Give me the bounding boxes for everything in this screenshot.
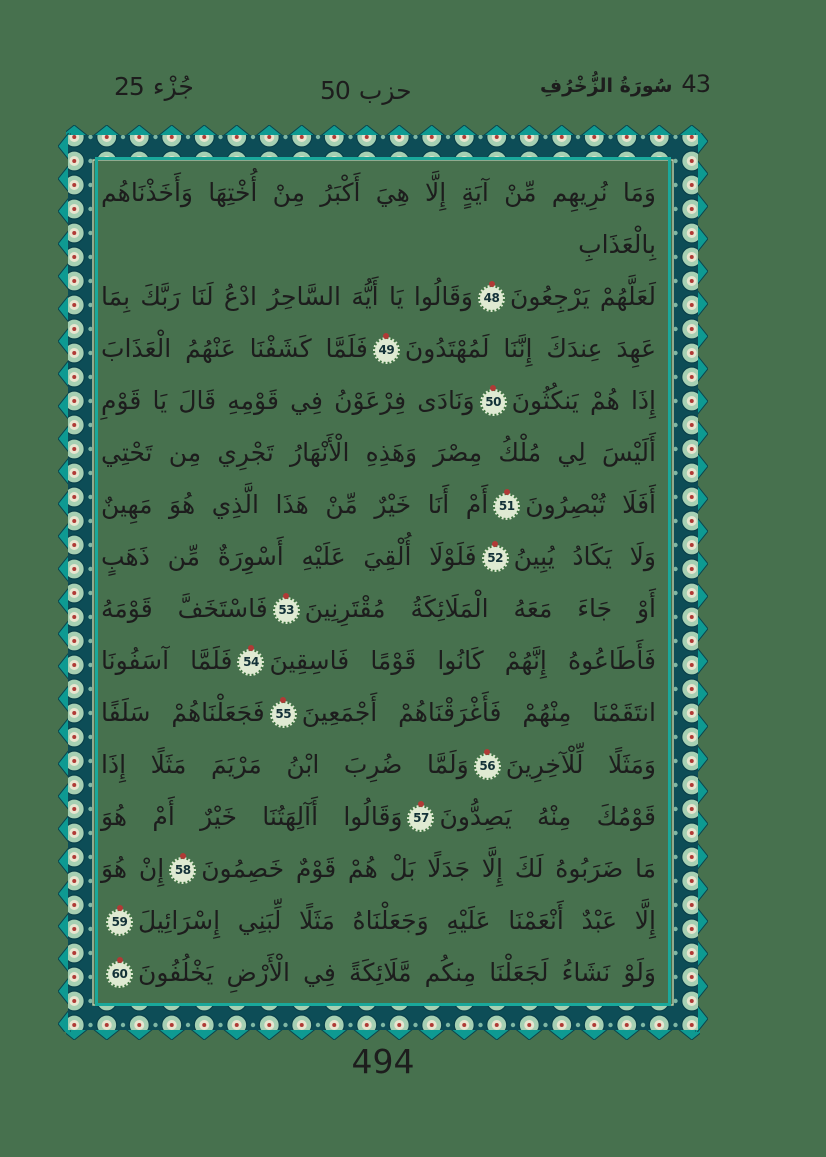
surah-title: سُورَةُ الزُّخْرُفِ bbox=[540, 75, 673, 97]
page-number: 494 bbox=[351, 1042, 415, 1081]
quran-line bbox=[101, 843, 656, 895]
verse-end-medallion bbox=[237, 649, 264, 676]
quran-line bbox=[101, 947, 656, 999]
surah-number: 43 bbox=[681, 70, 710, 98]
ayah-text: وَمَا نُرِيهِم مِّنْ آيَةٍ إِلَّا هِيَ أَكْبَرُ مِنْ أُخْتِهَا وَأَخَذْنَاهُم بِالْعَذَابِ bbox=[101, 178, 656, 259]
ayah-text: أَفَلَا تُبْصِرُونَ bbox=[525, 490, 656, 519]
verse-end-medallion bbox=[407, 805, 434, 832]
medallion-ornament-dot bbox=[484, 749, 490, 755]
verse-end-medallion bbox=[273, 597, 300, 624]
verse-end-medallion bbox=[106, 909, 133, 936]
juz-indicator bbox=[114, 72, 194, 101]
ayah-text: وَلَمَّا ضُرِبَ ابْنُ مَرْيَمَ مَثَلًا إِذَا bbox=[101, 750, 469, 779]
verse-end-medallion bbox=[474, 753, 501, 780]
ayah-text: فَأَطَاعُوهُ إِنَّهُمْ كَانُوا قَوْمًا فَاسِقِينَ bbox=[269, 646, 656, 675]
quran-line bbox=[101, 687, 656, 739]
quran-line bbox=[101, 739, 656, 791]
verse-end-medallion bbox=[493, 493, 520, 520]
quran-line bbox=[101, 895, 656, 947]
medallion-ornament-dot bbox=[180, 853, 186, 859]
quran-line bbox=[101, 427, 656, 479]
verse-end-medallion bbox=[480, 389, 507, 416]
medallion-ornament-dot bbox=[248, 645, 254, 651]
verse-end-medallion bbox=[106, 961, 133, 988]
quran-line bbox=[101, 323, 656, 375]
verse-end-medallion bbox=[373, 337, 400, 364]
verse-number: 53 bbox=[278, 603, 295, 617]
medallion-ornament-dot bbox=[418, 801, 424, 807]
quran-line bbox=[101, 271, 656, 323]
border-band-bottom bbox=[68, 1006, 698, 1030]
border-band-left bbox=[68, 135, 92, 1030]
ayah-text: فَلَوْلَا أُلْقِيَ عَلَيْهِ أَسْوِرَةٌ مِّن ذَهَبٍ bbox=[101, 542, 477, 571]
ayah-text: انتَقَمْنَا مِنْهُمْ فَأَغْرَقْنَاهُمْ أَجْمَعِينَ bbox=[301, 698, 656, 727]
border-band-top bbox=[68, 135, 698, 159]
ayah-text: فَجَعَلْنَاهُمْ سَلَفًا bbox=[101, 698, 265, 727]
ayah-text: أَمْ أَنَا خَيْرٌ مِّنْ هَذَا الَّذِي هُوَ مَهِينٌ bbox=[101, 490, 489, 519]
verse-number: 57 bbox=[413, 811, 429, 825]
quran-line bbox=[101, 479, 656, 531]
medallion-ornament-dot bbox=[490, 385, 496, 391]
verse-number: 58 bbox=[174, 863, 191, 877]
medallion-ornament-dot bbox=[492, 541, 498, 547]
verse-number: 59 bbox=[111, 915, 128, 929]
verse-number: 55 bbox=[275, 707, 292, 721]
border-band-right bbox=[674, 135, 698, 1030]
ayah-text: وَلَا يَكَادُ يُبِينُ bbox=[513, 542, 656, 571]
quran-line bbox=[101, 583, 656, 635]
verse-number: 48 bbox=[483, 291, 500, 305]
verse-number: 51 bbox=[498, 499, 515, 513]
quran-text-block bbox=[101, 167, 656, 997]
verse-number: 56 bbox=[479, 759, 496, 773]
verse-end-medallion bbox=[478, 285, 505, 312]
verse-end-medallion bbox=[270, 701, 297, 728]
ayah-text: فَلَمَّا كَشَفْنَا عَنْهُمُ الْعَذَابَ bbox=[101, 334, 368, 363]
medallion-ornament-dot bbox=[283, 593, 289, 599]
ayah-text: إِلَّا عَبْدٌ أَنْعَمْنَا عَلَيْهِ وَجَعَلْنَاهُ مَثَلًا لِّبَنِي إِسْرَائِيلَ bbox=[138, 906, 656, 935]
juz-number: 25 bbox=[114, 72, 144, 101]
hizb-label: حزب bbox=[358, 76, 412, 105]
medallion-ornament-dot bbox=[489, 281, 495, 287]
quran-line bbox=[101, 635, 656, 687]
quran-line bbox=[101, 375, 656, 427]
medallion-ornament-dot bbox=[383, 333, 389, 339]
ayah-text: إِذَا هُمْ يَنكُثُونَ bbox=[511, 386, 656, 415]
verse-end-medallion bbox=[169, 857, 196, 884]
ayah-text: أَوْ جَاءَ مَعَهُ الْمَلَائِكَةُ مُقْتَرِنِينَ bbox=[304, 594, 657, 623]
ayah-text: فَاسْتَخَفَّ قَوْمَهُ bbox=[101, 594, 268, 623]
verse-number: 60 bbox=[111, 967, 128, 981]
verse-number: 49 bbox=[378, 343, 395, 357]
quran-line bbox=[101, 791, 656, 843]
ayah-text: عَهِدَ عِندَكَ إِنَّنَا لَمُهْتَدُونَ bbox=[404, 334, 656, 363]
hizb-indicator bbox=[320, 76, 412, 105]
ayah-text: قَوْمُكَ مِنْهُ يَصِدُّونَ bbox=[439, 802, 656, 831]
hizb-number: 50 bbox=[320, 76, 350, 105]
ayah-text: لَعَلَّهُمْ يَرْجِعُونَ bbox=[510, 282, 656, 311]
verse-end-medallion bbox=[482, 545, 509, 572]
ayah-text: وَقَالُوا يَا أَيُّهَ السَّاحِرُ ادْعُ لَنَا رَبَّكَ بِمَا bbox=[101, 282, 473, 311]
ayah-text: فَلَمَّا آسَفُونَا bbox=[101, 646, 233, 675]
ayah-text: وَنَادَى فِرْعَوْنُ فِي قَوْمِهِ قَالَ يَا قَوْمِ bbox=[101, 386, 475, 415]
medallion-ornament-dot bbox=[280, 697, 286, 703]
juz-label: جُزْء bbox=[152, 72, 194, 101]
ayah-text: مَا ضَرَبُوهُ لَكَ إِلَّا جَدَلًا بَلْ هُمْ قَوْمٌ خَصِمُونَ bbox=[201, 854, 657, 883]
medallion-ornament-dot bbox=[504, 489, 510, 495]
surah-indicator bbox=[540, 70, 710, 98]
ayah-text: وَقَالُوا أَآلِهَتُنَا خَيْرٌ أَمْ هُوَ bbox=[101, 802, 403, 831]
quran-line bbox=[101, 167, 656, 271]
verse-number: 54 bbox=[243, 655, 259, 669]
verse-number: 50 bbox=[485, 395, 501, 409]
ayah-text: إِنْ هُوَ bbox=[101, 854, 165, 883]
quran-line bbox=[101, 531, 656, 583]
verse-number: 52 bbox=[487, 551, 503, 565]
ayah-text: وَمَثَلًا لِّلْآخِرِينَ bbox=[505, 750, 656, 779]
ayah-text: أَلَيْسَ لِي مُلْكُ مِصْرَ وَهَذِهِ الْأَنْهَارُ تَجْرِي مِن تَحْتِي bbox=[101, 438, 656, 467]
medallion-ornament-dot bbox=[117, 905, 123, 911]
ayah-text: وَلَوْ نَشَاءُ لَجَعَلْنَا مِنكُم مَّلَائِكَةً فِي الْأَرْضِ يَخْلُفُونَ bbox=[138, 958, 656, 987]
medallion-ornament-dot bbox=[117, 957, 123, 963]
